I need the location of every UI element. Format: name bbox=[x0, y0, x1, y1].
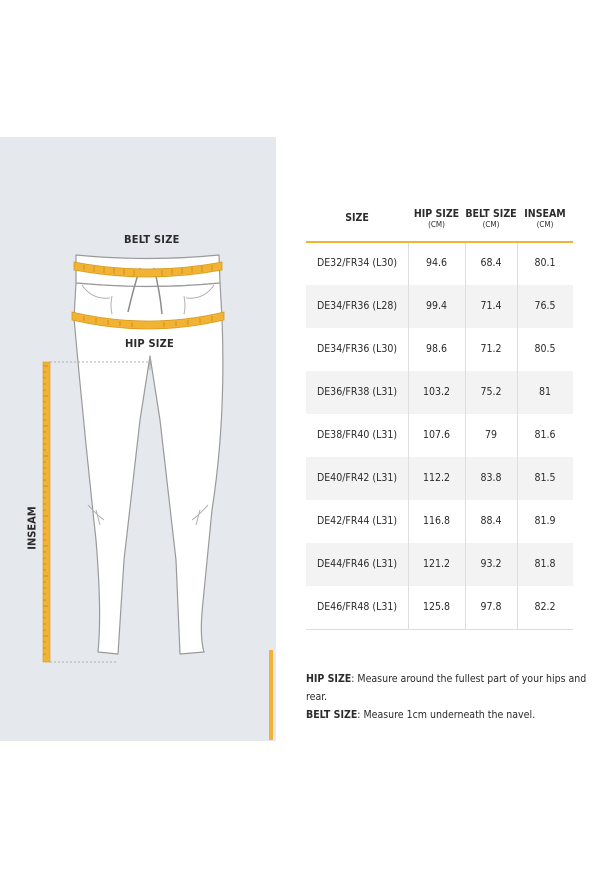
table-row bbox=[306, 285, 573, 328]
hip-note-text: : Measure around the fullest part of your hips and rear. bbox=[306, 673, 587, 703]
inseam-label: INSEAM bbox=[25, 506, 39, 550]
hip-note-term: HIP SIZE bbox=[306, 673, 352, 685]
cell-belt: 97.8 bbox=[480, 601, 502, 613]
cell-size: DE36/FR38 (L31) bbox=[316, 386, 398, 398]
header-inseam: INSEAM (CM) bbox=[524, 208, 566, 229]
cell-inseam: 76.5 bbox=[534, 300, 556, 312]
cell-inseam: 81.8 bbox=[534, 558, 556, 570]
cell-belt: 88.4 bbox=[480, 515, 502, 527]
cell-hip: 94.6 bbox=[425, 257, 448, 269]
cell-inseam: 81.9 bbox=[534, 515, 556, 527]
cell-belt: 71.2 bbox=[480, 343, 502, 355]
inseam-ruler bbox=[43, 362, 50, 662]
belt-note-term: BELT SIZE bbox=[306, 709, 358, 721]
belt-note-text: : Measure 1cm underneath the navel. bbox=[357, 709, 536, 721]
column-divider bbox=[408, 243, 409, 630]
table-row bbox=[306, 414, 573, 457]
cell-belt: 79 bbox=[484, 429, 498, 441]
table-row bbox=[306, 242, 573, 285]
cell-inseam: 81.5 bbox=[534, 472, 556, 484]
header-belt: BELT SIZE (CM) bbox=[465, 208, 517, 229]
hip-note bbox=[306, 670, 596, 706]
header-hip: HIP SIZE (CM) bbox=[413, 208, 460, 229]
cell-belt: 83.8 bbox=[480, 472, 502, 484]
header-size: SIZE bbox=[345, 212, 369, 224]
table-row bbox=[306, 457, 573, 500]
table-header bbox=[306, 208, 573, 242]
cell-hip: 107.6 bbox=[422, 429, 451, 441]
belt-size-label: BELT SIZE bbox=[124, 233, 180, 246]
cell-hip: 99.4 bbox=[425, 300, 448, 312]
cell-size: DE44/FR46 (L31) bbox=[316, 558, 398, 570]
cell-inseam: 80.1 bbox=[534, 257, 556, 269]
hip-size-label: HIP SIZE bbox=[125, 337, 174, 350]
cell-hip: 116.8 bbox=[422, 515, 451, 527]
cell-hip: 125.8 bbox=[422, 601, 451, 613]
size-table bbox=[306, 208, 573, 630]
cell-size: DE42/FR44 (L31) bbox=[316, 515, 398, 527]
table-row bbox=[306, 586, 573, 629]
cell-inseam: 82.2 bbox=[534, 601, 556, 613]
cell-size: DE40/FR42 (L31) bbox=[316, 472, 398, 484]
cell-size: DE46/FR48 (L31) bbox=[316, 601, 398, 613]
cell-size: DE34/FR36 (L28) bbox=[316, 300, 398, 312]
table-row bbox=[306, 328, 573, 371]
cell-belt: 75.2 bbox=[480, 386, 502, 398]
cell-hip: 98.6 bbox=[425, 343, 448, 355]
column-divider bbox=[517, 243, 518, 630]
belt-note bbox=[306, 706, 596, 724]
table-row bbox=[306, 371, 573, 414]
cell-hip: 121.2 bbox=[422, 558, 451, 570]
measurement-notes bbox=[306, 670, 596, 724]
table-body bbox=[306, 242, 573, 630]
cell-inseam: 81.6 bbox=[534, 429, 556, 441]
cell-size: DE34/FR36 (L30) bbox=[316, 343, 398, 355]
cell-inseam: 81 bbox=[538, 386, 552, 398]
table-row bbox=[306, 543, 573, 586]
cell-belt: 93.2 bbox=[480, 558, 502, 570]
table-row bbox=[306, 500, 573, 543]
cell-inseam: 80.5 bbox=[534, 343, 556, 355]
cell-belt: 68.4 bbox=[480, 257, 502, 269]
cell-hip: 112.2 bbox=[422, 472, 451, 484]
cell-belt: 71.4 bbox=[480, 300, 502, 312]
cell-hip: 103.2 bbox=[422, 386, 451, 398]
column-divider bbox=[465, 243, 466, 630]
cell-size: DE38/FR40 (L31) bbox=[316, 429, 398, 441]
cell-size: DE32/FR34 (L30) bbox=[316, 257, 398, 269]
